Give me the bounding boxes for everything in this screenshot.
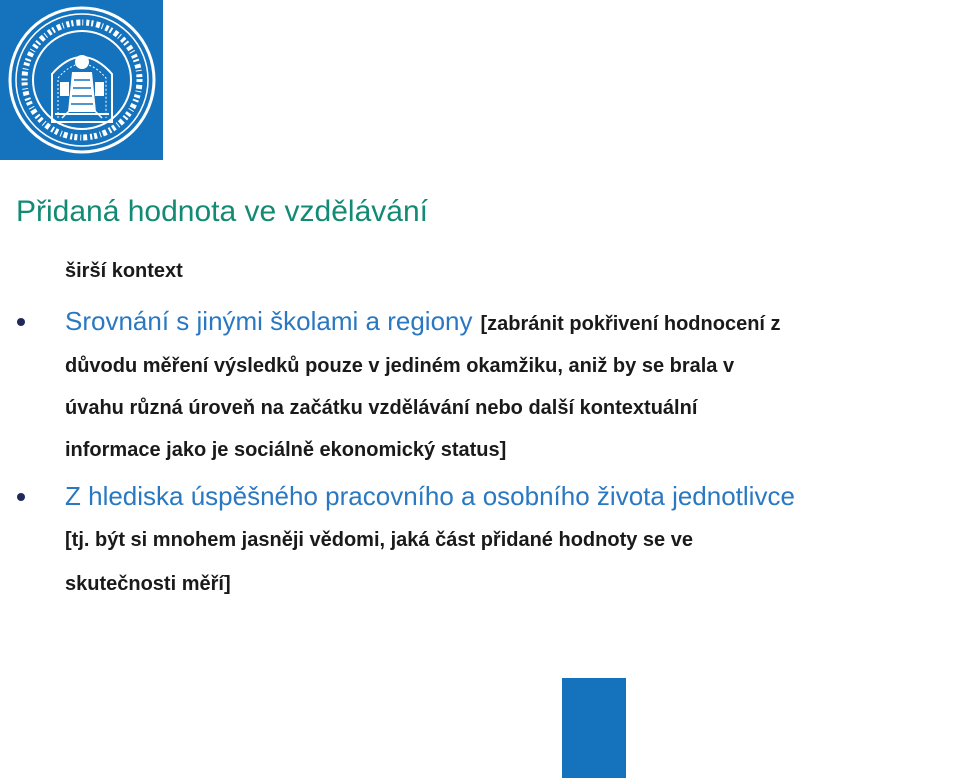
- bullet-dot-icon: [17, 493, 25, 501]
- slide-title: Přidaná hodnota ve vzdělávání: [16, 195, 428, 228]
- bullet-item: [0, 300, 960, 471]
- bullet-lead-rest: [zabránit pokřivení hodnocení z: [480, 313, 781, 335]
- logo: [0, 0, 163, 160]
- decorative-blue-bar: [562, 678, 626, 778]
- bullet-lead-line: [65, 300, 956, 345]
- slide-subtitle: širší kontext: [65, 260, 183, 282]
- bullet-dot-icon: [17, 318, 25, 326]
- bullet-list: [0, 300, 960, 609]
- university-seal-icon: [0, 0, 163, 160]
- bullet-line: skutečnosti měří]: [65, 573, 231, 595]
- bullet-line: úvahu různá úroveň na začátku vzdělávání nebo další kontextuální: [65, 397, 698, 419]
- bullet-line: důvodu měření výsledků pouze v jediném okamžiku, aniž by se brala v: [65, 355, 735, 377]
- bullet-lead: Z hlediska úspěšného pracovního a osobního života jednotlivce: [65, 481, 795, 511]
- bullet-line: informace jako je sociálně ekonomický status]: [65, 439, 507, 461]
- bullet-line: [tj. být si mnohem jasněji vědomi, jaká část přidané hodnoty se ve: [65, 529, 693, 551]
- bullet-lead: Srovnání s jinými školami a regiony: [65, 306, 473, 336]
- bullet-item: [0, 475, 960, 605]
